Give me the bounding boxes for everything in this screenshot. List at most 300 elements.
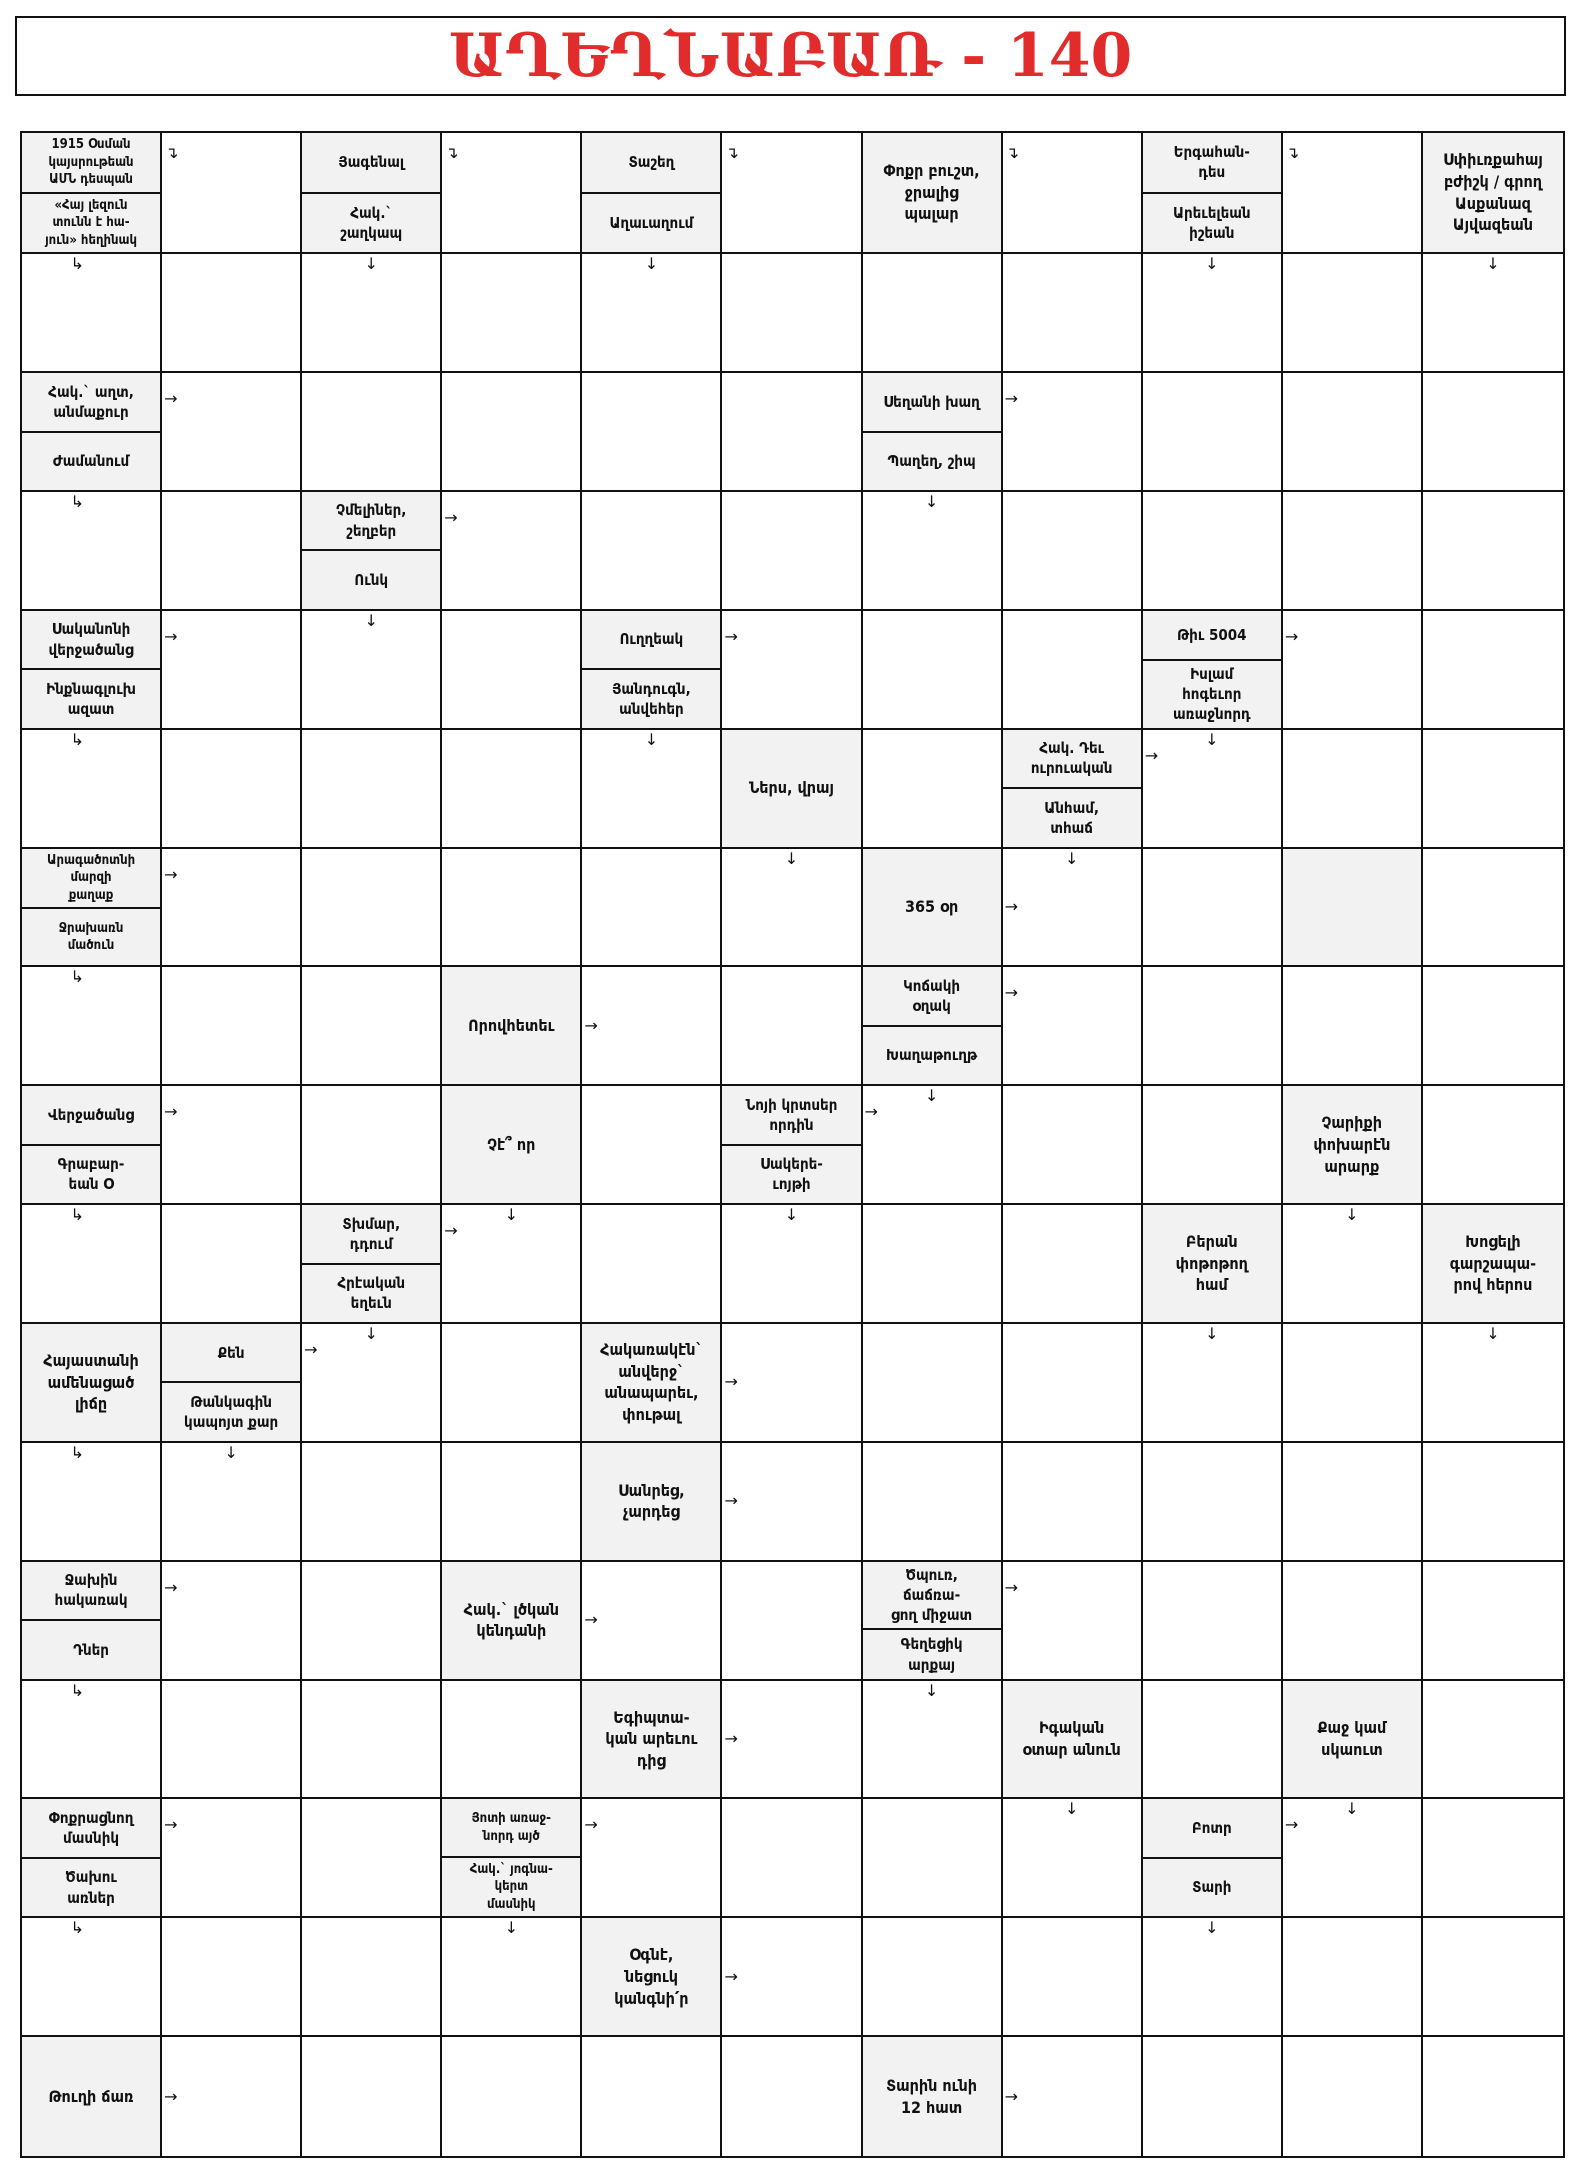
answer-cell[interactable]: [1003, 1086, 1143, 1205]
answer-cell[interactable]: [582, 254, 722, 373]
answer-cell[interactable]: [22, 967, 162, 1086]
clue-cell: [22, 1324, 162, 1443]
answer-cell[interactable]: [863, 1681, 1003, 1800]
answer-cell[interactable]: [1143, 492, 1283, 611]
direction-arrow-icon: ↓: [644, 254, 659, 274]
direction-arrow-icon: →: [724, 626, 738, 646]
clue-text: Երգահան- դես: [1173, 143, 1250, 182]
direction-arrow-icon: →: [724, 1491, 738, 1511]
answer-cell[interactable]: [1283, 1443, 1423, 1562]
answer-cell[interactable]: [302, 1681, 442, 1800]
clue-text: Սականոնի վերջածանց: [48, 620, 134, 659]
answer-cell[interactable]: [722, 1918, 862, 2037]
clue-text: 365 օր: [904, 897, 959, 917]
answer-cell[interactable]: [722, 849, 862, 968]
clue-text: Սփիւռքահայ բժիշկ / գրող Ասքանազ Այվազեան: [1443, 150, 1543, 235]
clue-text: Ջրախառն մածուն: [22, 907, 160, 965]
clue-cell: [162, 1324, 302, 1443]
direction-arrow-icon: ↳: [70, 1680, 84, 1700]
direction-arrow-icon: ↴: [165, 143, 179, 162]
clue-text: Իգական օտար անուն: [1022, 1718, 1121, 1759]
answer-cell[interactable]: [442, 492, 582, 611]
direction-arrow-icon: ↓: [504, 1918, 519, 1938]
answer-cell[interactable]: [162, 1799, 302, 1918]
clue-cell: [302, 492, 442, 611]
clue-cell: [22, 373, 162, 492]
direction-arrow-icon: →: [1004, 983, 1019, 1003]
direction-arrow-icon: →: [1004, 896, 1019, 916]
answer-cell[interactable]: [162, 611, 302, 730]
direction-arrow-icon: ↓: [644, 729, 659, 749]
answer-cell[interactable]: [442, 1205, 582, 1324]
clue-text: Ներս, վրայ: [749, 778, 834, 798]
answer-cell[interactable]: [442, 1324, 582, 1443]
answer-cell[interactable]: [863, 1324, 1003, 1443]
clue-text: Տաշեղ: [628, 153, 675, 172]
clue-text: Օգնէ, նեցուկ կանգնի՛ր: [614, 1945, 689, 2008]
answer-cell[interactable]: [1003, 1443, 1143, 1562]
clue-cell: [582, 1324, 722, 1443]
answer-cell[interactable]: [1423, 2037, 1563, 2156]
answer-cell[interactable]: [1423, 373, 1563, 492]
answer-cell[interactable]: [582, 1205, 722, 1324]
clue-cell: [1003, 1681, 1143, 1800]
answer-cell[interactable]: [1003, 967, 1143, 1086]
direction-arrow-icon: ↓: [924, 491, 939, 511]
answer-cell[interactable]: [302, 1918, 442, 2037]
clue-text: 1915 Օսման կայսրութեան ԱՄՆ դեսպան: [48, 137, 134, 188]
answer-cell[interactable]: [302, 849, 442, 968]
clue-cell: [863, 133, 1003, 254]
clue-text: Հրէական եղեւն: [302, 1263, 440, 1322]
clue-text: Հակ.` լծկան կենդանի: [463, 1599, 560, 1641]
clue-cell: [582, 1443, 722, 1562]
direction-arrow-icon: →: [584, 1815, 598, 1835]
answer-cell[interactable]: [1283, 1205, 1423, 1324]
answer-cell[interactable]: [442, 373, 582, 492]
direction-arrow-icon: ↓: [1345, 1799, 1359, 1819]
answer-cell[interactable]: [1003, 849, 1143, 968]
clue-text: Քաջ կամ սկաուտ: [1317, 1718, 1387, 1759]
answer-cell[interactable]: [1283, 492, 1423, 611]
clue-cell: [442, 1562, 582, 1681]
answer-cell[interactable]: [22, 254, 162, 373]
answer-cell[interactable]: [1423, 1799, 1563, 1918]
answer-cell[interactable]: [162, 1681, 302, 1800]
answer-cell[interactable]: [442, 1918, 582, 2037]
answer-cell[interactable]: [162, 849, 302, 968]
answer-cell[interactable]: [1143, 254, 1283, 373]
answer-cell[interactable]: [1283, 1324, 1423, 1443]
clue-cell: [22, 2037, 162, 2156]
clue-text: Ջախին հակառակ: [54, 1571, 128, 1610]
answer-cell[interactable]: [162, 967, 302, 1086]
answer-cell[interactable]: [863, 1799, 1003, 1918]
answer-cell[interactable]: [302, 254, 442, 373]
clue-cell: [22, 1562, 162, 1681]
clue-text: Չարիքի փոխարէն արարք: [1313, 1113, 1391, 1176]
title-banner: [15, 16, 1566, 96]
answer-cell[interactable]: [1423, 1086, 1563, 1205]
direction-arrow-icon: ↴: [1285, 143, 1300, 162]
answer-cell[interactable]: [442, 2037, 582, 2156]
clue-text: Թուղի ճառ: [48, 2086, 134, 2106]
answer-cell[interactable]: [582, 849, 722, 968]
answer-cell[interactable]: [722, 2037, 862, 2156]
answer-cell[interactable]: [1143, 1918, 1283, 2037]
direction-arrow-icon: ↓: [1205, 1918, 1219, 1938]
clue-text: Հայաստանի ամենացած լիճը: [43, 1351, 139, 1414]
clue-text: Նոյի կրտսեր որդին: [745, 1095, 838, 1134]
answer-cell[interactable]: [582, 2037, 722, 2156]
direction-arrow-icon: →: [164, 864, 178, 884]
answer-cell[interactable]: [302, 1086, 442, 1205]
answer-cell[interactable]: [302, 1562, 442, 1681]
direction-arrow-icon: →: [724, 1372, 738, 1392]
clue-text: Արեւելեան իշեան: [1143, 192, 1281, 253]
direction-arrow-icon: ↴: [1005, 143, 1020, 162]
answer-cell[interactable]: [1423, 967, 1563, 1086]
answer-cell[interactable]: [722, 1324, 862, 1443]
crossword-grid: [20, 131, 1565, 2158]
clue-text: Իսլամ հոգեւոր առաջնորդ: [1143, 659, 1281, 728]
direction-arrow-icon: ↓: [784, 848, 799, 868]
answer-cell[interactable]: [302, 730, 442, 849]
answer-cell[interactable]: [863, 1086, 1003, 1205]
answer-cell[interactable]: [162, 373, 302, 492]
answer-cell[interactable]: [722, 492, 862, 611]
answer-cell[interactable]: [582, 1562, 722, 1681]
clue-cell: [1143, 1205, 1283, 1324]
answer-cell[interactable]: [1003, 1918, 1143, 2037]
direction-arrow-icon: →: [164, 389, 178, 409]
answer-cell[interactable]: [1423, 1918, 1563, 2037]
answer-cell[interactable]: [1423, 1681, 1563, 1800]
answer-cell[interactable]: [302, 1799, 442, 1918]
answer-cell[interactable]: [1003, 611, 1143, 730]
answer-cell[interactable]: [1283, 254, 1423, 373]
answer-cell[interactable]: [1143, 373, 1283, 492]
clue-cell: [22, 133, 162, 254]
answer-cell[interactable]: [722, 373, 862, 492]
direction-arrow-icon: →: [1004, 1577, 1019, 1597]
answer-cell[interactable]: [722, 1562, 862, 1681]
clue-text: Յանդուգն, անվեհեր: [582, 668, 720, 727]
answer-cell[interactable]: [162, 492, 302, 611]
answer-cell[interactable]: [1143, 1324, 1283, 1443]
answer-cell[interactable]: [863, 254, 1003, 373]
answer-cell[interactable]: [1423, 254, 1563, 373]
answer-cell[interactable]: [442, 730, 582, 849]
answer-cell[interactable]: [162, 2037, 302, 2156]
direction-arrow-icon: ↓: [924, 1680, 939, 1700]
answer-cell[interactable]: [302, 1443, 442, 1562]
direction-arrow-icon: ↳: [70, 254, 84, 274]
answer-cell[interactable]: [1143, 1443, 1283, 1562]
answer-cell[interactable]: [442, 849, 582, 968]
direction-arrow-icon: ↓: [1205, 1323, 1219, 1343]
clue-cell: [863, 2037, 1003, 2156]
clue-text: Խաղաթուղթ: [863, 1025, 1001, 1084]
answer-cell[interactable]: [22, 1205, 162, 1324]
answer-cell[interactable]: [1143, 2037, 1283, 2156]
answer-cell[interactable]: [162, 254, 302, 373]
direction-arrow-icon: ↳: [70, 967, 84, 987]
answer-cell[interactable]: [302, 373, 442, 492]
answer-cell[interactable]: [863, 1205, 1003, 1324]
direction-arrow-icon: →: [724, 1966, 738, 1986]
answer-cell[interactable]: [863, 730, 1003, 849]
clue-text: «Հայ լեզուն տունն է հա- յուն» հեղինակ: [22, 192, 160, 253]
answer-cell[interactable]: [442, 254, 582, 373]
answer-cell[interactable]: [582, 373, 722, 492]
direction-arrow-icon: →: [164, 626, 178, 646]
clue-text: Սեղանի խաղ: [883, 392, 980, 411]
clue-text: Հակ. Դեւ ուրուական: [1030, 739, 1113, 778]
clue-cell: [863, 967, 1003, 1086]
clue-cell: [1003, 730, 1143, 849]
direction-arrow-icon: ↳: [70, 1205, 84, 1225]
clue-cell: [1143, 1799, 1283, 1918]
clue-text: Ուղղեակ: [619, 630, 684, 649]
clue-cell: [1283, 849, 1423, 968]
clue-text: Հակ.` աղտ, անմաքուր: [48, 382, 134, 421]
direction-arrow-icon: →: [1144, 745, 1159, 765]
answer-cell[interactable]: [582, 1799, 722, 1918]
clue-text: Յոտի առաջ- նորդ այծ: [471, 1810, 551, 1844]
clue-text: Հակ.` շաղկապ: [302, 192, 440, 253]
clue-cell: [582, 1681, 722, 1800]
answer-cell[interactable]: [22, 1443, 162, 1562]
direction-arrow-icon: ↴: [725, 143, 739, 162]
answer-cell[interactable]: [1003, 373, 1143, 492]
answer-cell[interactable]: [863, 611, 1003, 730]
answer-cell[interactable]: [1423, 730, 1563, 849]
page-title: ԱՂԵՂՆԱԲԱՌ - 140: [448, 21, 1133, 91]
answer-cell[interactable]: [1283, 1562, 1423, 1681]
answer-cell[interactable]: [442, 1681, 582, 1800]
clue-text: Ունկ: [302, 549, 440, 608]
answer-cell[interactable]: [863, 1443, 1003, 1562]
answer-cell[interactable]: [22, 730, 162, 849]
clue-cell: [442, 1086, 582, 1205]
clue-cell: [1283, 1086, 1423, 1205]
clue-text: Որովհետեւ: [468, 1016, 555, 1036]
answer-cell[interactable]: [1003, 254, 1143, 373]
answer-cell[interactable]: [1003, 133, 1143, 254]
clue-cell: [582, 133, 722, 254]
clue-text: Փոքր բուշտ, ջրալից պալար: [883, 161, 980, 224]
answer-cell[interactable]: [1423, 1562, 1563, 1681]
clue-text: Պաղեղ, շիպ: [863, 431, 1001, 490]
answer-cell[interactable]: [1283, 133, 1423, 254]
answer-cell[interactable]: [22, 492, 162, 611]
answer-cell[interactable]: [1423, 492, 1563, 611]
answer-cell[interactable]: [722, 1681, 862, 1800]
direction-arrow-icon: ↓: [1345, 1205, 1359, 1225]
direction-arrow-icon: ↓: [924, 1086, 939, 1106]
clue-text: Քեն: [217, 1343, 245, 1362]
answer-cell[interactable]: [863, 492, 1003, 611]
clue-cell: [863, 373, 1003, 492]
clue-text: Դներ: [22, 1619, 160, 1678]
clue-text: Յագենալ: [338, 153, 405, 172]
clue-cell: [1283, 1681, 1423, 1800]
clue-cell: [722, 730, 862, 849]
direction-arrow-icon: →: [584, 1610, 598, 1630]
answer-cell[interactable]: [302, 1324, 442, 1443]
answer-cell[interactable]: [22, 1681, 162, 1800]
clue-text: Հակ.` յոգնա- կերտ մասնիկ: [442, 1856, 580, 1917]
answer-cell[interactable]: [1283, 611, 1423, 730]
answer-cell[interactable]: [722, 254, 862, 373]
clue-text: Ծպուռ, ճաճռա- ցող միջատ: [891, 1565, 973, 1625]
answer-cell[interactable]: [302, 2037, 442, 2156]
answer-cell[interactable]: [1423, 611, 1563, 730]
direction-arrow-icon: ↓: [1205, 729, 1219, 749]
answer-cell[interactable]: [863, 1918, 1003, 2037]
clue-text: [1283, 849, 1421, 966]
answer-cell[interactable]: [162, 133, 302, 254]
direction-arrow-icon: →: [1284, 626, 1299, 646]
clue-text: Չմելիներ, շեղբեր: [335, 501, 407, 540]
answer-cell[interactable]: [582, 1086, 722, 1205]
answer-cell[interactable]: [442, 1443, 582, 1562]
answer-cell[interactable]: [722, 611, 862, 730]
direction-arrow-icon: ↓: [364, 610, 378, 630]
answer-cell[interactable]: [1283, 373, 1423, 492]
answer-cell[interactable]: [582, 730, 722, 849]
answer-cell[interactable]: [162, 730, 302, 849]
answer-cell[interactable]: [1003, 1562, 1143, 1681]
clue-text: Ժամանում: [22, 431, 160, 490]
direction-arrow-icon: ↳: [70, 491, 84, 511]
answer-cell[interactable]: [1003, 492, 1143, 611]
direction-arrow-icon: ↓: [1486, 254, 1500, 274]
answer-cell[interactable]: [1143, 1086, 1283, 1205]
clue-text: Փոքրացնող մասնիկ: [48, 1808, 134, 1848]
clue-text: Բոտր: [1191, 1819, 1232, 1838]
clue-text: Խոցելի գարշապա- րով հերոս: [1449, 1232, 1537, 1295]
clue-text: Սանրեց, չարդեց: [618, 1480, 685, 1522]
clue-cell: [302, 1205, 442, 1324]
clue-text: Վերջածանց: [48, 1105, 135, 1124]
answer-cell[interactable]: [302, 611, 442, 730]
clue-text: Կոճակի օղակ: [903, 976, 961, 1016]
answer-cell[interactable]: [1283, 2037, 1423, 2156]
direction-arrow-icon: →: [164, 1815, 178, 1835]
direction-arrow-icon: →: [444, 1221, 458, 1241]
direction-arrow-icon: ↳: [70, 729, 84, 749]
answer-cell[interactable]: [1003, 1205, 1143, 1324]
clue-cell: [1143, 133, 1283, 254]
answer-cell[interactable]: [1143, 1681, 1283, 1800]
answer-cell[interactable]: [1283, 967, 1423, 1086]
answer-cell[interactable]: [162, 1562, 302, 1681]
answer-cell[interactable]: [722, 1205, 862, 1324]
direction-arrow-icon: ↳: [70, 1918, 84, 1938]
answer-cell[interactable]: [722, 967, 862, 1086]
direction-arrow-icon: ↓: [1064, 1799, 1079, 1819]
answer-cell[interactable]: [1143, 730, 1283, 849]
direction-arrow-icon: →: [584, 1015, 598, 1035]
direction-arrow-icon: →: [164, 2086, 178, 2106]
answer-cell[interactable]: [1143, 849, 1283, 968]
direction-arrow-icon: →: [1004, 2086, 1019, 2106]
answer-cell[interactable]: [1143, 967, 1283, 1086]
answer-cell[interactable]: [722, 133, 862, 254]
answer-cell[interactable]: [1143, 1562, 1283, 1681]
clue-text: Թանկագին կապոյտ քար: [162, 1381, 300, 1440]
direction-arrow-icon: →: [304, 1339, 318, 1359]
answer-cell[interactable]: [162, 1086, 302, 1205]
direction-arrow-icon: ↓: [1486, 1323, 1500, 1343]
clue-cell: [22, 849, 162, 968]
clue-text: Թիւ 5004: [1176, 625, 1247, 644]
answer-cell[interactable]: [1283, 1918, 1423, 2037]
answer-cell[interactable]: [1003, 2037, 1143, 2156]
answer-cell[interactable]: [22, 1918, 162, 2037]
clue-text: Ծախու առներ: [22, 1857, 160, 1916]
clue-text: Տխմար, դդում: [342, 1214, 401, 1253]
answer-cell[interactable]: [582, 492, 722, 611]
answer-cell[interactable]: [302, 967, 442, 1086]
answer-cell[interactable]: [1283, 730, 1423, 849]
direction-arrow-icon: →: [864, 1102, 878, 1122]
clue-text: Ինքնագլուխ ազատ: [22, 668, 160, 727]
direction-arrow-icon: ↓: [364, 1323, 378, 1343]
direction-arrow-icon: →: [164, 1102, 178, 1122]
direction-arrow-icon: ↓: [364, 254, 378, 274]
clue-cell: [582, 1918, 722, 2037]
clue-cell: [1423, 1205, 1563, 1324]
clue-text: Սակերե- ւոյթի: [722, 1144, 860, 1203]
clue-text: Եգիպտա- կան արեւու դից: [605, 1707, 698, 1770]
answer-cell[interactable]: [1423, 1443, 1563, 1562]
clue-text: Արագածոտնի մարզի քաղաք: [46, 852, 136, 903]
clue-cell: [302, 133, 442, 254]
answer-cell[interactable]: [1003, 1324, 1143, 1443]
clue-cell: [863, 849, 1003, 968]
clue-cell: [442, 1799, 582, 1918]
direction-arrow-icon: ↓: [504, 1205, 519, 1225]
clue-text: Բերան փոթոթող համ: [1175, 1232, 1248, 1295]
answer-cell[interactable]: [1003, 1799, 1143, 1918]
clue-cell: [1423, 133, 1563, 254]
answer-cell[interactable]: [442, 611, 582, 730]
answer-cell[interactable]: [162, 1443, 302, 1562]
answer-cell[interactable]: [162, 1918, 302, 2037]
answer-cell[interactable]: [722, 1443, 862, 1562]
direction-arrow-icon: →: [1004, 389, 1019, 409]
direction-arrow-icon: ↓: [224, 1442, 238, 1462]
answer-cell[interactable]: [1423, 849, 1563, 968]
answer-cell[interactable]: [1423, 1324, 1563, 1443]
answer-cell[interactable]: [722, 1799, 862, 1918]
answer-cell[interactable]: [1283, 1799, 1423, 1918]
clue-cell: [582, 611, 722, 730]
direction-arrow-icon: ↓: [1064, 848, 1079, 868]
clue-cell: [722, 1086, 862, 1205]
clue-cell: [22, 611, 162, 730]
direction-arrow-icon: →: [444, 507, 458, 527]
clue-cell: [22, 1086, 162, 1205]
clue-text: Չէ՞ որ: [487, 1134, 536, 1154]
answer-cell[interactable]: [162, 1205, 302, 1324]
answer-cell[interactable]: [442, 133, 582, 254]
clue-text: Գեղեցիկ արքայ: [863, 1628, 1001, 1678]
answer-cell[interactable]: [582, 967, 722, 1086]
